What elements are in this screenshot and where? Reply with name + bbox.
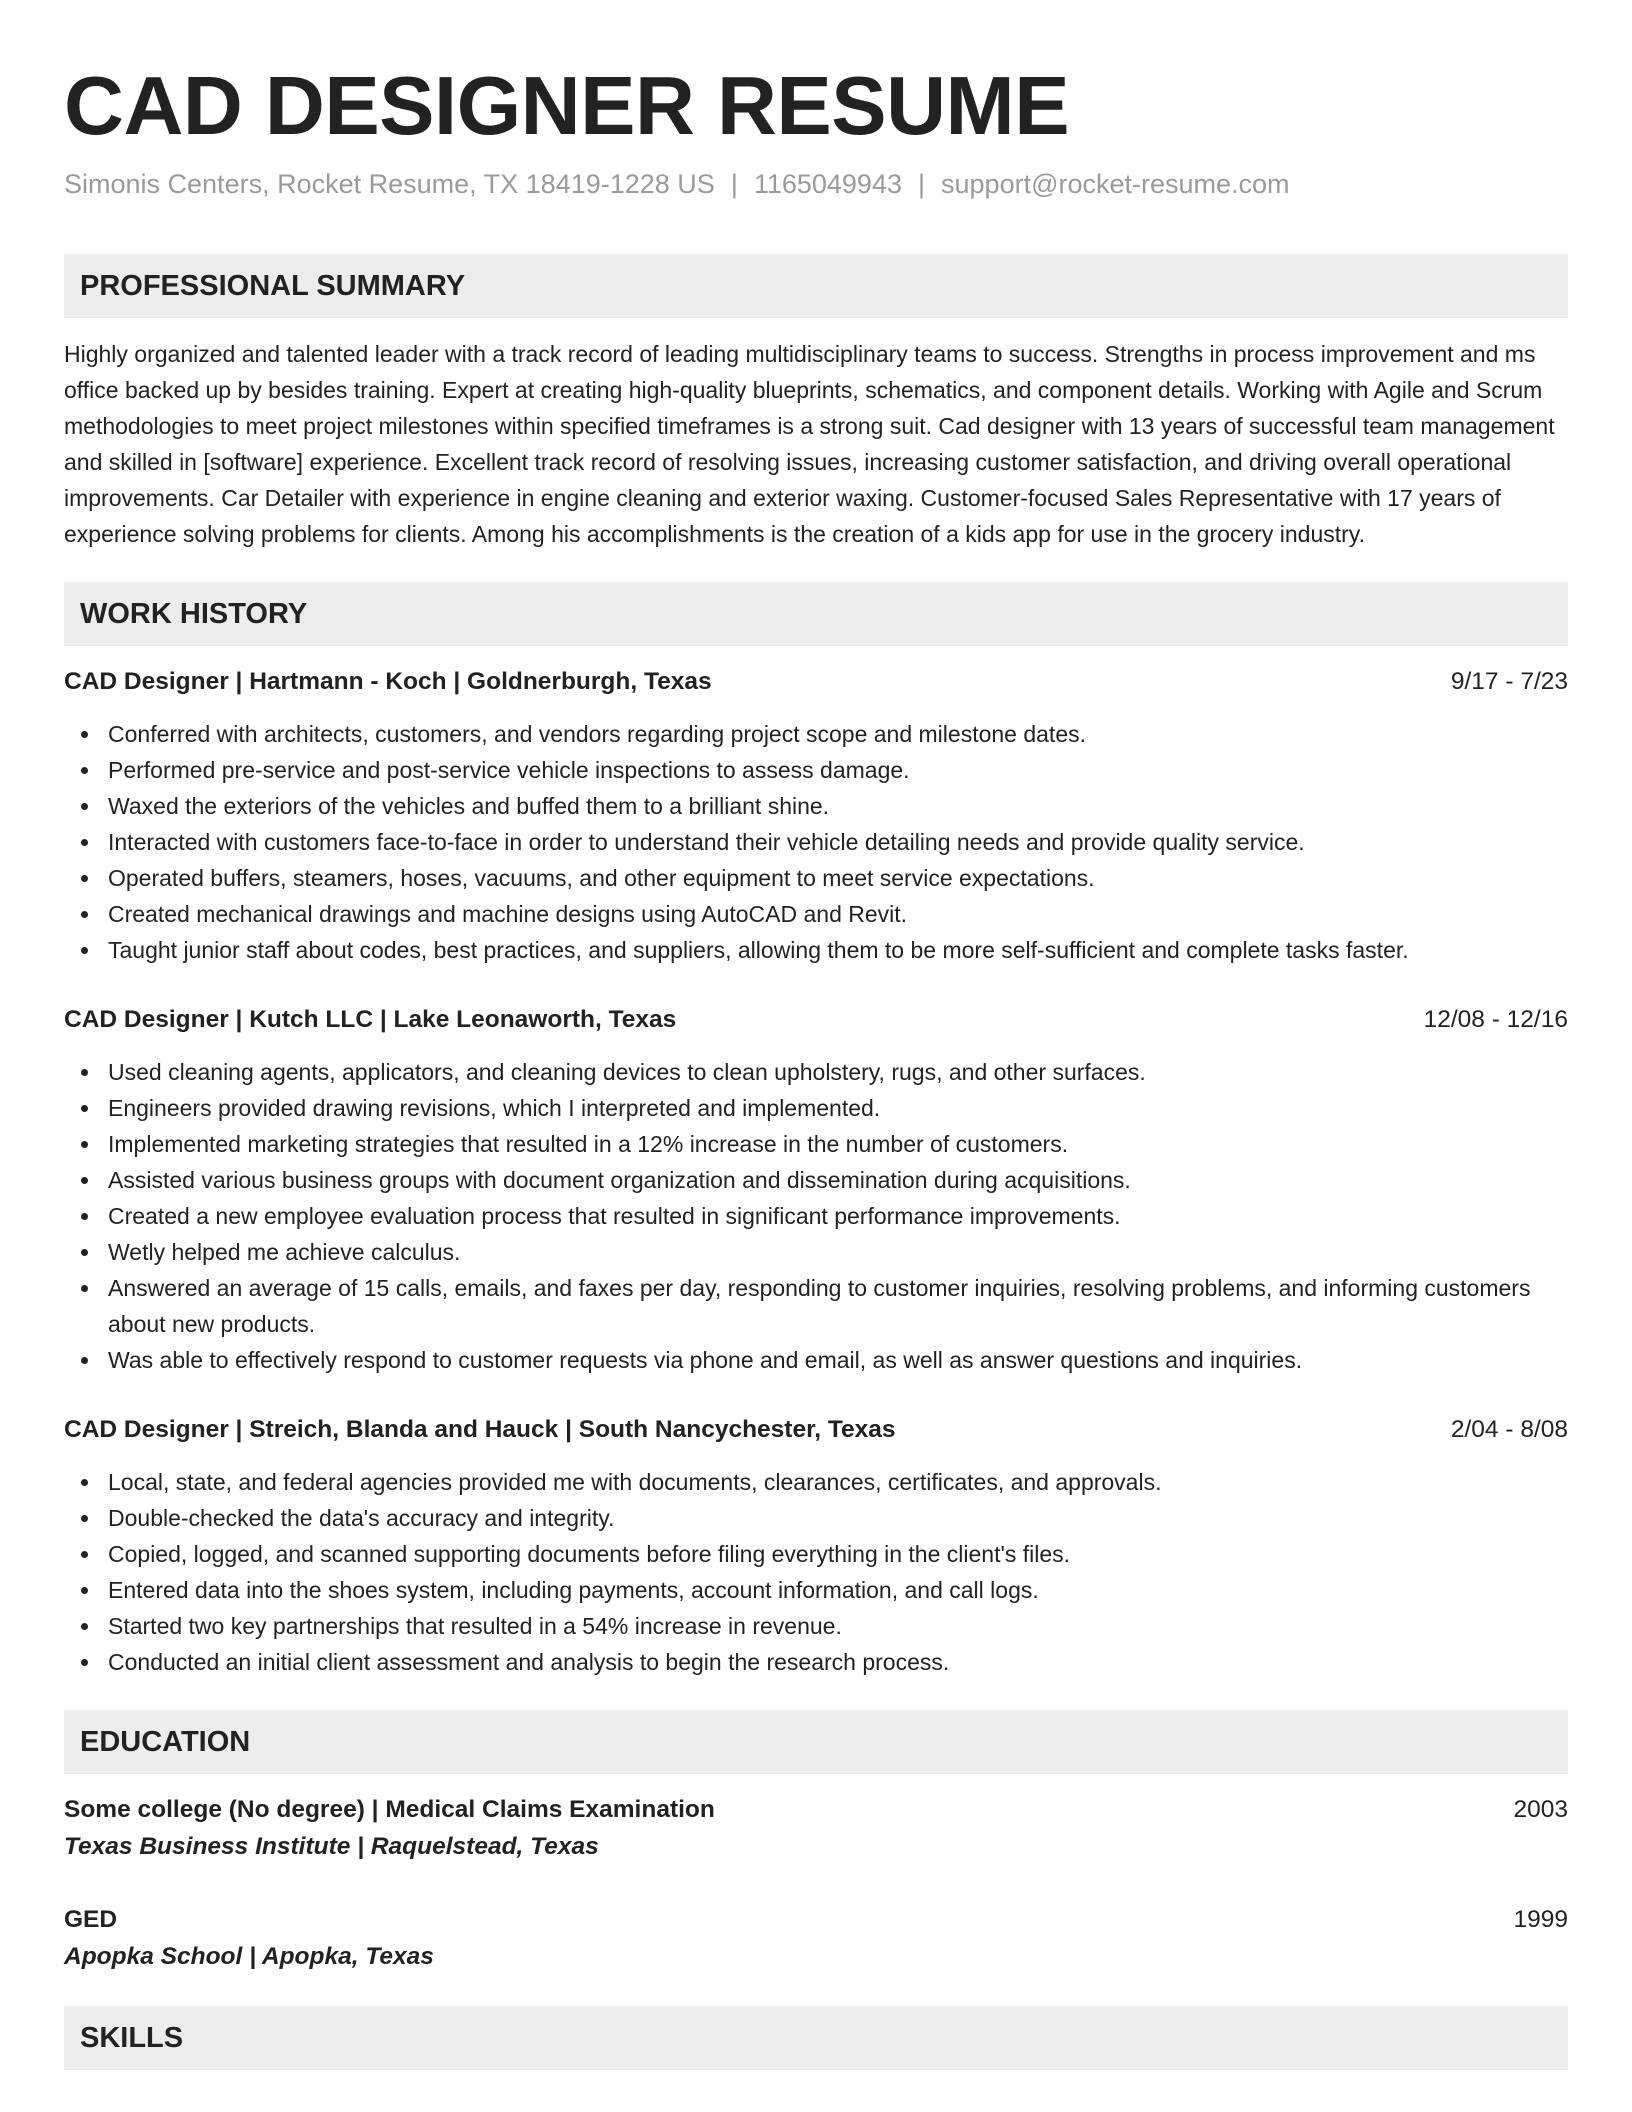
education-school: Apopka School | Apopka, Texas bbox=[64, 1943, 434, 1970]
section-header-work-history: WORK HISTORY bbox=[64, 582, 1568, 646]
job-bullet: Interacted with customers face-to-face in order to understand their vehicle detailing needs and provide quality service. bbox=[64, 824, 1568, 860]
job-bullets bbox=[64, 1054, 1568, 1378]
education-degree: GED bbox=[64, 1906, 118, 1933]
job-bullet: Waxed the exteriors of the vehicles and buffed them to a brilliant shine. bbox=[64, 788, 1568, 824]
job-entry bbox=[64, 1002, 1568, 1378]
education-header bbox=[64, 1902, 1568, 1938]
job-header bbox=[64, 1412, 1568, 1448]
job-bullet: Was able to effectively respond to customer requests via phone and email, as well as answer questions and inquiries. bbox=[64, 1342, 1568, 1378]
education-degree: Some college (No degree) | Medical Claims Examination bbox=[64, 1796, 715, 1823]
job-bullets bbox=[64, 1464, 1568, 1680]
education-header bbox=[64, 1792, 1568, 1828]
section-header-skills: SKILLS bbox=[64, 2006, 1568, 2070]
job-bullet: Implemented marketing strategies that resulted in a 12% increase in the number of customers. bbox=[64, 1126, 1568, 1162]
job-bullet: Used cleaning agents, applicators, and cleaning devices to clean upholstery, rugs, and other surfaces. bbox=[64, 1054, 1568, 1090]
job-bullet: Created a new employee evaluation process that resulted in significant performance improvements. bbox=[64, 1198, 1568, 1234]
contact-email: support@rocket-resume.com bbox=[941, 169, 1290, 199]
job-bullet: Conferred with architects, customers, and vendors regarding project scope and milestone dates. bbox=[64, 716, 1568, 752]
contact-address: Simonis Centers, Rocket Resume, TX 18419-1228 US bbox=[64, 169, 715, 199]
job-bullet: Answered an average of 15 calls, emails, and faxes per day, responding to customer inquiries, resolving problems, and informing customers about new products. bbox=[64, 1270, 1568, 1342]
contact-phone: 1165049943 bbox=[753, 169, 902, 199]
job-bullet: Operated buffers, steamers, hoses, vacuums, and other equipment to meet service expectations. bbox=[64, 860, 1568, 896]
job-bullets bbox=[64, 716, 1568, 968]
section-header-education: EDUCATION bbox=[64, 1710, 1568, 1774]
job-bullet: Engineers provided drawing revisions, which I interpreted and implemented. bbox=[64, 1090, 1568, 1126]
education-school: Texas Business Institute | Raquelstead, Texas bbox=[64, 1833, 599, 1860]
summary-text: Highly organized and talented leader with a track record of leading multidisciplinary teams to success. Strengths in process improvement and ms office backed up by besides training. Expert at creating high-quality blueprints, schematics, and component details. Working with Agile and Scrum methodologies to meet project milestones within specified timeframes is a strong suit. Cad designer with 13 years of successful team management and skilled in [software] experience. Excellent track record of resolving issues, increasing customer satisfaction, and driving overall operational improvements. Car Detailer with experience in engine cleaning and exterior waxing. Customer-focused Sales Representative with 17 years of experience solving problems for clients. Among his accomplishments is the creation of a kids app for use in the grocery industry. bbox=[64, 341, 1555, 547]
contact-line bbox=[64, 166, 1568, 202]
resume-page bbox=[64, 0, 1568, 2070]
job-bullet: Conducted an initial client assessment and analysis to begin the research process. bbox=[64, 1644, 1568, 1680]
education-entry bbox=[64, 1792, 1568, 1866]
job-bullet: Created mechanical drawings and machine designs using AutoCAD and Revit. bbox=[64, 896, 1568, 932]
section-header-summary: PROFESSIONAL SUMMARY bbox=[64, 254, 1568, 318]
job-dates: 12/08 - 12/16 bbox=[1423, 1006, 1568, 1033]
job-bullet: Assisted various business groups with document organization and dissemination during acquisitions. bbox=[64, 1162, 1568, 1198]
job-bullet: Entered data into the shoes system, including payments, account information, and call logs. bbox=[64, 1572, 1568, 1608]
job-bullet: Wetly helped me achieve calculus. bbox=[64, 1234, 1568, 1270]
job-bullet: Local, state, and federal agencies provided me with documents, clearances, certificates, and approvals. bbox=[64, 1464, 1568, 1500]
page-title: CAD DESIGNER RESUME bbox=[64, 59, 1070, 152]
contact-separator: | bbox=[918, 169, 926, 199]
job-title: CAD Designer | Hartmann - Koch | Goldnerburgh, Texas bbox=[64, 668, 712, 695]
job-dates: 9/17 - 7/23 bbox=[1450, 668, 1568, 695]
education-year: 1999 bbox=[1513, 1906, 1568, 1933]
education-year: 2003 bbox=[1513, 1796, 1568, 1823]
contact-separator: | bbox=[730, 169, 738, 199]
job-title: CAD Designer | Streich, Blanda and Hauck | South Nancychester, Texas bbox=[64, 1416, 896, 1443]
job-bullet: Copied, logged, and scanned supporting documents before filing everything in the client's files. bbox=[64, 1536, 1568, 1572]
job-bullet: Performed pre-service and post-service vehicle inspections to assess damage. bbox=[64, 752, 1568, 788]
job-header bbox=[64, 664, 1568, 700]
job-bullet: Double-checked the data's accuracy and integrity. bbox=[64, 1500, 1568, 1536]
education-entry bbox=[64, 1902, 1568, 1976]
job-dates: 2/04 - 8/08 bbox=[1450, 1416, 1568, 1443]
job-bullet: Started two key partnerships that resulted in a 54% increase in revenue. bbox=[64, 1608, 1568, 1644]
job-title: CAD Designer | Kutch LLC | Lake Leonaworth, Texas bbox=[64, 1006, 677, 1033]
job-bullet: Taught junior staff about codes, best practices, and suppliers, allowing them to be more self-sufficient and complete tasks faster. bbox=[64, 932, 1568, 968]
job-entry bbox=[64, 1412, 1568, 1680]
job-entry bbox=[64, 664, 1568, 968]
job-header bbox=[64, 1002, 1568, 1038]
